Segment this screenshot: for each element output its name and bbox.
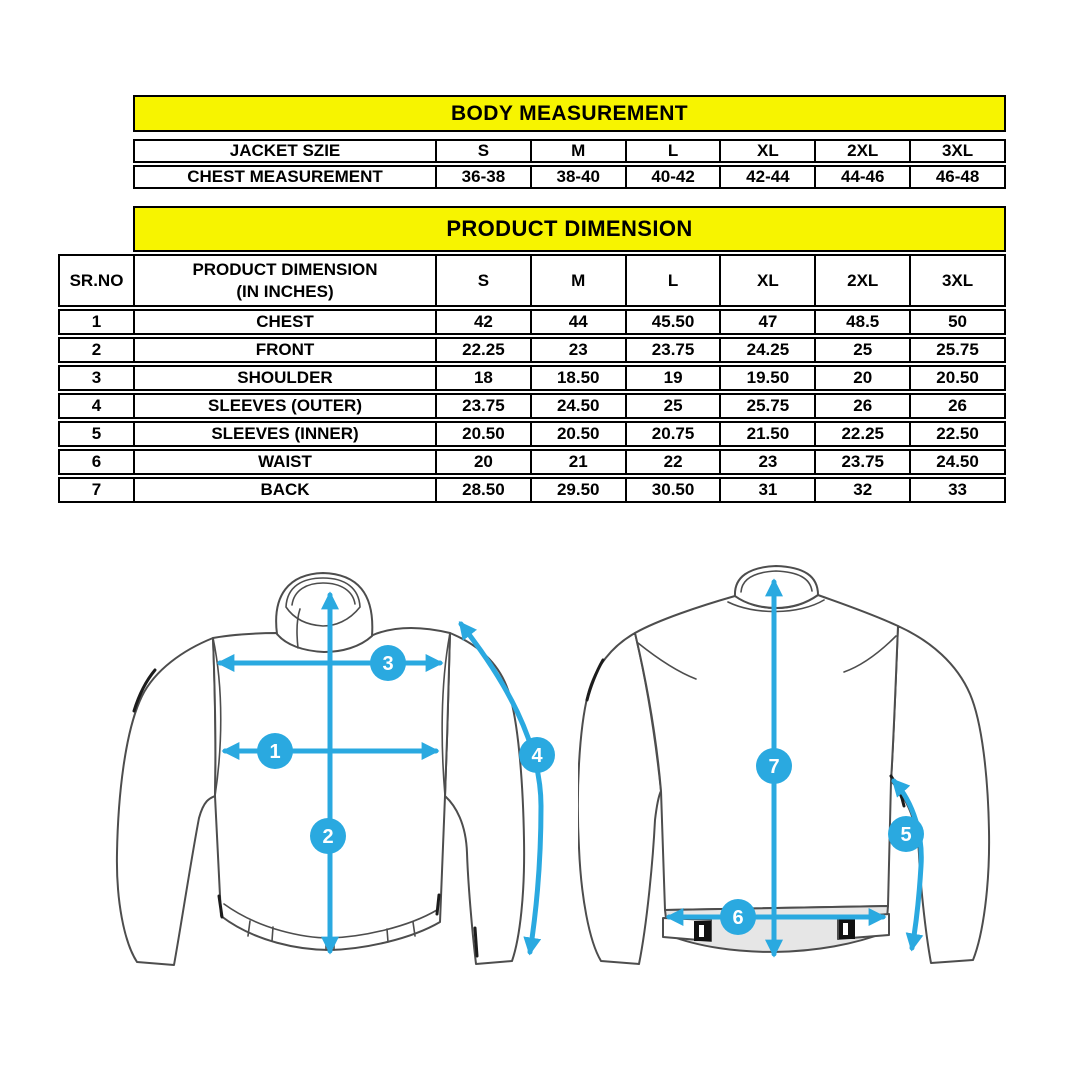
dimension-name-cell: SLEEVES (INNER) xyxy=(133,423,435,445)
cell-value: 46-48 xyxy=(909,167,1004,187)
cell-value: 24.25 xyxy=(719,339,814,361)
badge-3-number: 3 xyxy=(382,653,394,675)
srno-cell: 6 xyxy=(91,452,102,471)
body-measurement-row-1 xyxy=(133,165,1006,189)
badge-5-number: 5 xyxy=(900,824,912,846)
cell-value: 22.25 xyxy=(435,339,530,361)
cell-value: 32 xyxy=(814,479,909,501)
cell-value: 23 xyxy=(530,339,625,361)
srno-cell: 5 xyxy=(91,424,102,443)
product-dimension-table xyxy=(58,254,1006,505)
cell-value: 23.75 xyxy=(814,451,909,473)
cell-value: 44 xyxy=(530,311,625,333)
cell-value: 21 xyxy=(530,451,625,473)
dimension-name-cell: BACK xyxy=(133,479,435,501)
srno-cell: 7 xyxy=(91,480,102,499)
cell-value: 38-40 xyxy=(530,167,625,187)
size-header: S xyxy=(435,256,530,305)
product-dimension-row-5 xyxy=(58,421,1006,447)
measurement-badge-5 xyxy=(888,816,924,852)
back-jacket-diagram xyxy=(578,548,1056,1026)
srno-cell: 3 xyxy=(91,368,102,387)
measurement-badge-7 xyxy=(756,748,792,784)
belt-right-buckle-slot xyxy=(843,923,848,935)
size-header: M xyxy=(530,256,625,305)
cell-value: 18 xyxy=(435,367,530,389)
measurement-badge-1 xyxy=(257,733,293,769)
cell-value: 29.50 xyxy=(530,479,625,501)
measurement-badge-6 xyxy=(720,899,756,935)
cell-value: 24.50 xyxy=(909,451,1004,473)
cell-value: 22.25 xyxy=(814,423,909,445)
front-right-sleeve xyxy=(445,633,524,964)
product-dimension-title: PRODUCT DIMENSION xyxy=(446,216,693,241)
cell-value: 30.50 xyxy=(625,479,720,501)
belt-left-buckle-slot xyxy=(699,925,704,937)
dimension-name-header: PRODUCT DIMENSION (IN INCHES) xyxy=(133,256,435,305)
badge-4-number: 4 xyxy=(531,745,543,767)
cell-value: 31 xyxy=(719,479,814,501)
srno-cell: 4 xyxy=(91,396,102,415)
cell-value: 44-46 xyxy=(814,167,909,187)
badge-2-number: 2 xyxy=(322,826,334,848)
cell-value: 23.75 xyxy=(625,339,720,361)
cell-value: 22.50 xyxy=(909,423,1004,445)
front-jacket-diagram xyxy=(95,548,573,1026)
product-dimension-row-2 xyxy=(58,337,1006,363)
cell-value: 20.75 xyxy=(625,423,720,445)
row-label: JACKET SZIE xyxy=(229,141,341,160)
product-dimension-row-1 xyxy=(58,309,1006,335)
cell-value: 42 xyxy=(435,311,530,333)
front-left-sleeve xyxy=(117,638,215,965)
dimension-name-cell: FRONT xyxy=(133,339,435,361)
cell-value: 3XL xyxy=(909,141,1004,161)
cell-value: 42-44 xyxy=(719,167,814,187)
cell-value: 26 xyxy=(814,395,909,417)
cell-value: 40-42 xyxy=(625,167,720,187)
cell-value: 20 xyxy=(814,367,909,389)
cell-value: 24.50 xyxy=(530,395,625,417)
cell-value: 47 xyxy=(719,311,814,333)
cell-value: 25.75 xyxy=(719,395,814,417)
dimension-name-cell: WAIST xyxy=(133,451,435,473)
cell-value: 20.50 xyxy=(435,423,530,445)
srno-cell: 1 xyxy=(91,312,102,331)
cell-value: 33 xyxy=(909,479,1004,501)
cell-value: 23.75 xyxy=(435,395,530,417)
body-measurement-title-bar xyxy=(133,95,1006,132)
measurement-badge-4 xyxy=(519,737,555,773)
cell-value: 20.50 xyxy=(909,367,1004,389)
cell-value: 19.50 xyxy=(719,367,814,389)
cell-value: 25 xyxy=(625,395,720,417)
cell-value: 19 xyxy=(625,367,720,389)
cell-value: 45.50 xyxy=(625,311,720,333)
size-header: L xyxy=(625,256,720,305)
srno-header: SR.NO xyxy=(69,270,124,290)
measurement-badge-2 xyxy=(310,818,346,854)
cell-value: 2XL xyxy=(814,141,909,161)
cell-value: 20.50 xyxy=(530,423,625,445)
cell-value: 23 xyxy=(719,451,814,473)
product-dimension-row-4 xyxy=(58,393,1006,419)
product-dimension-title-bar xyxy=(133,206,1006,252)
row-label: CHEST MEASUREMENT xyxy=(187,167,383,186)
body-measurement-row-0 xyxy=(133,139,1006,163)
cell-value: M xyxy=(530,141,625,161)
size-header: 2XL xyxy=(814,256,909,305)
cell-value: 36-38 xyxy=(435,167,530,187)
cell-value: 25 xyxy=(814,339,909,361)
badge-6-number: 6 xyxy=(732,907,744,929)
badge-7-number: 7 xyxy=(768,756,780,778)
dimension-name-cell: SHOULDER xyxy=(133,367,435,389)
product-dimension-header-row xyxy=(58,254,1006,307)
cell-value: 48.5 xyxy=(814,311,909,333)
cell-value: 25.75 xyxy=(909,339,1004,361)
size-header: XL xyxy=(719,256,814,305)
badge-1-number: 1 xyxy=(269,741,281,763)
cell-value: L xyxy=(625,141,720,161)
product-dimension-row-6 xyxy=(58,449,1006,475)
dimension-name-cell: SLEEVES (OUTER) xyxy=(133,395,435,417)
product-dimension-row-7 xyxy=(58,477,1006,503)
cell-value: 28.50 xyxy=(435,479,530,501)
cell-value: 20 xyxy=(435,451,530,473)
cell-value: S xyxy=(435,141,530,161)
body-measurement-table xyxy=(133,139,1006,191)
cell-value: 26 xyxy=(909,395,1004,417)
body-measurement-title: BODY MEASUREMENT xyxy=(450,101,689,125)
srno-cell: 2 xyxy=(91,340,102,359)
cell-value: 21.50 xyxy=(719,423,814,445)
product-dimension-row-3 xyxy=(58,365,1006,391)
dimension-name-cell: CHEST xyxy=(133,311,435,333)
cell-value: 22 xyxy=(625,451,720,473)
cell-value: 50 xyxy=(909,311,1004,333)
measurement-badge-3 xyxy=(370,645,406,681)
cell-value: 18.50 xyxy=(530,367,625,389)
size-header: 3XL xyxy=(909,256,1004,305)
front-jacket-outline xyxy=(117,573,524,965)
cell-value: XL xyxy=(719,141,814,161)
